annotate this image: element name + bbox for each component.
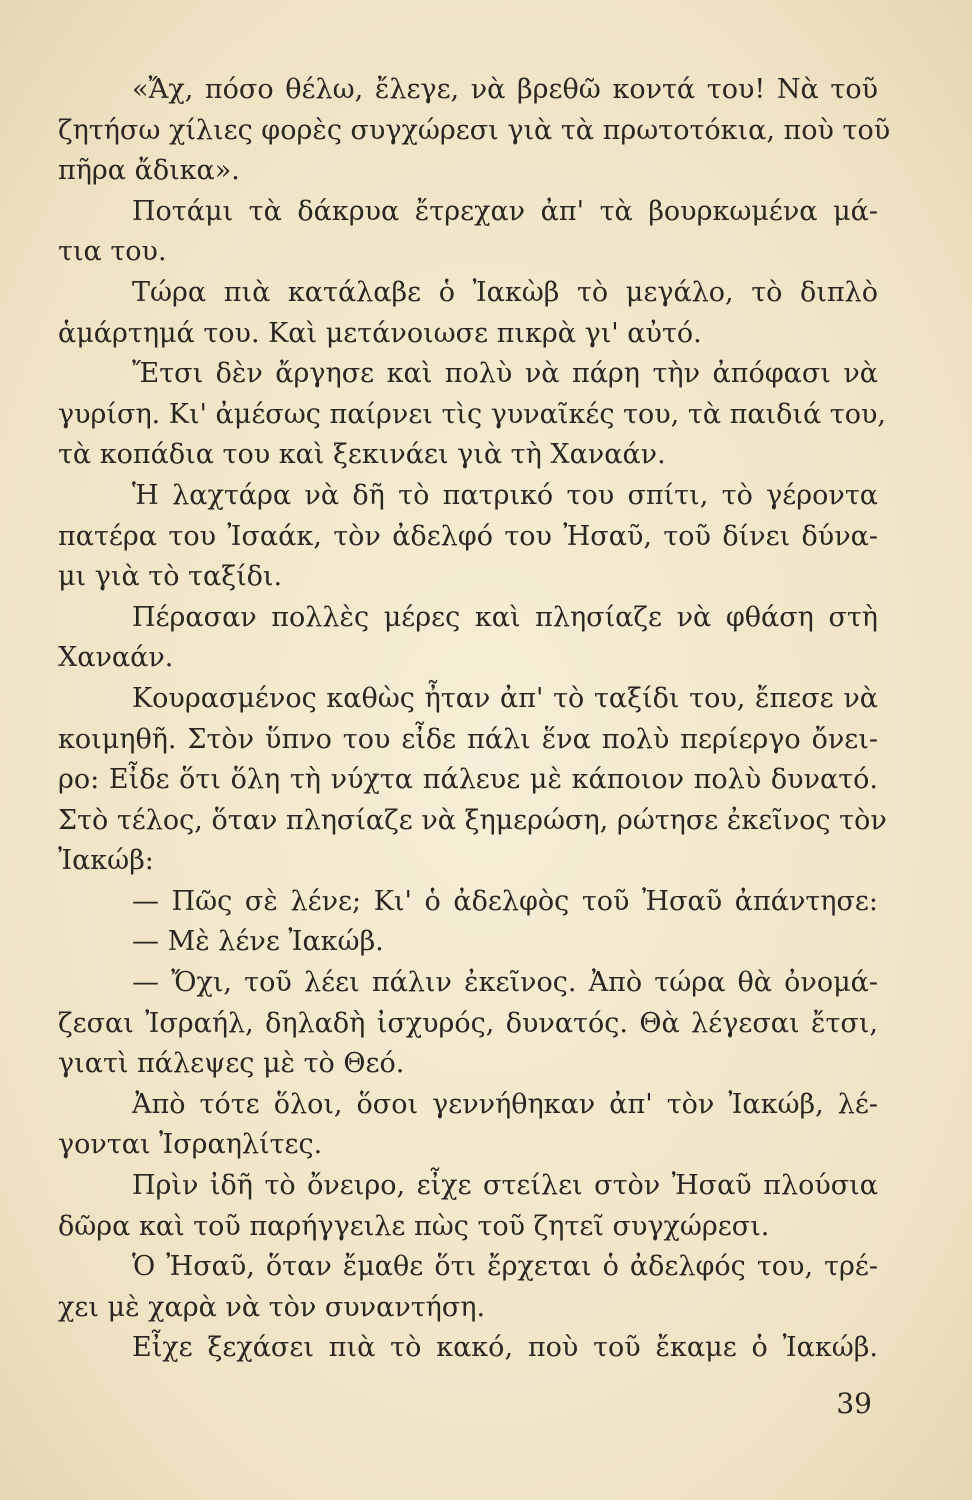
text-line: τὰ κοπάδια του καὶ ξεκινάει γιὰ τὴ Χαναάν. (58, 439, 666, 471)
text-line: κοιμηθῆ. Στὸν ὕπνο του εἶδε πάλι ἕνα πολὺ περίεργο ὄνει- (58, 723, 878, 755)
text-line: — Ὄχι, τοῦ λέει πάλιν ἐκεῖνος. Ἀπὸ τώρα θὰ ὀνομά- (132, 967, 878, 999)
text-line: τια του. (58, 236, 167, 268)
page-number: 39 (836, 1387, 872, 1420)
text-line: Πέρασαν πολλὲς μέρες καὶ πλησίαζε νὰ φθάση στὴ (132, 601, 878, 633)
text-line: Ἀπὸ τότε ὅλοι, ὅσοι γεννήθηκαν ἀπ' τὸν Ἰακώβ, λέ- (132, 1088, 878, 1120)
text-line: ζητήσω χίλιες φορὲς συγχώρεσι γιὰ τὰ πρωτοτόκια, ποὺ τοῦ (58, 114, 891, 146)
text-line: Ἔτσι δὲν ἄργησε καὶ πολὺ νὰ πάρη τὴν ἀπόφασι νὰ (132, 358, 878, 390)
text-line: ρο: Εἶδε ὅτι ὅλη τὴ νύχτα πάλευε μὲ κάποιον πολὺ δυνατό. (58, 764, 878, 796)
text-line: πῆρα ἄδικα». (58, 155, 240, 187)
text-line: γιατὶ πάλεψες μὲ τὸ Θεό. (58, 1048, 405, 1080)
text-line: δῶρα καὶ τοῦ παρήγγειλε πὼς τοῦ ζητεῖ συγχώρεσι. (58, 1210, 770, 1242)
text-line: Ἰακώβ: (58, 845, 154, 877)
text-line: Εἶχε ξεχάσει πιὰ τὸ κακό, ποὺ τοῦ ἔκαμε ὁ Ἰακώβ. (132, 1332, 878, 1364)
text-line: πατέρα του Ἰσαάκ, τὸν ἀδελφό του Ἠσαῦ, τοῦ δίνει δύνα- (58, 520, 878, 552)
text-line: Πρὶν ἰδῆ τὸ ὄνειρο, εἶχε στείλει στὸν Ἠσαῦ πλούσια (132, 1170, 878, 1202)
text-line: ζεσαι Ἰσραήλ, δηλαδὴ ἰσχυρός, δυνατός. Θὰ λέγεσαι ἔτσι, (58, 1007, 878, 1039)
text-line: Τώρα πιὰ κατάλαβε ὁ Ἰακὼβ τὸ μεγάλο, τὸ διπλὸ (132, 276, 878, 308)
text-line: ἁμάρτημά του. Καὶ μετάνοιωσε πικρὰ γι' αὐτό. (58, 317, 702, 349)
text-line: Ἡ λαχτάρα νὰ δῆ τὸ πατρικό του σπίτι, τὸ γέροντα (132, 479, 878, 511)
text-line: χει μὲ χαρὰ νὰ τὸν συναντήση. (58, 1291, 486, 1323)
text-line: — Πῶς σὲ λένε; Κι' ὁ ἀδελφὸς τοῦ Ἠσαῦ ἀπάντησε: (132, 885, 878, 917)
text-line: Ὁ Ἠσαῦ, ὅταν ἔμαθε ὅτι ἔρχεται ὁ ἀδελφός του, τρέ- (132, 1251, 878, 1283)
text-line: γυρίση. Κι' ἀμέσως παίρνει τὶς γυναῖκές του, τὰ παιδιά του, (58, 398, 886, 430)
text-line: Κουρασμένος καθὼς ἦταν ἀπ' τὸ ταξίδι του, ἔπεσε νὰ (132, 682, 878, 714)
text-line: Στὸ τέλος, ὅταν πλησίαζε νὰ ξημερώση, ρώτησε ἐκεῖνος τὸν (58, 804, 887, 836)
text-line: Χαναάν. (58, 642, 174, 674)
body-text (58, 70, 891, 1369)
text-line: γονται Ἰσραηλίτες. (58, 1129, 323, 1161)
text-line: — Μὲ λένε Ἰακώβ. (132, 926, 384, 958)
text-line: Ποτάμι τὰ δάκρυα ἔτρεχαν ἀπ' τὰ βουρκωμένα μά- (132, 195, 878, 227)
text-line: μι γιὰ τὸ ταξίδι. (58, 561, 283, 593)
text-line: «Ἄχ, πόσο θέλω, ἔλεγε, νὰ βρεθῶ κοντά του! Νὰ τοῦ (132, 74, 878, 105)
